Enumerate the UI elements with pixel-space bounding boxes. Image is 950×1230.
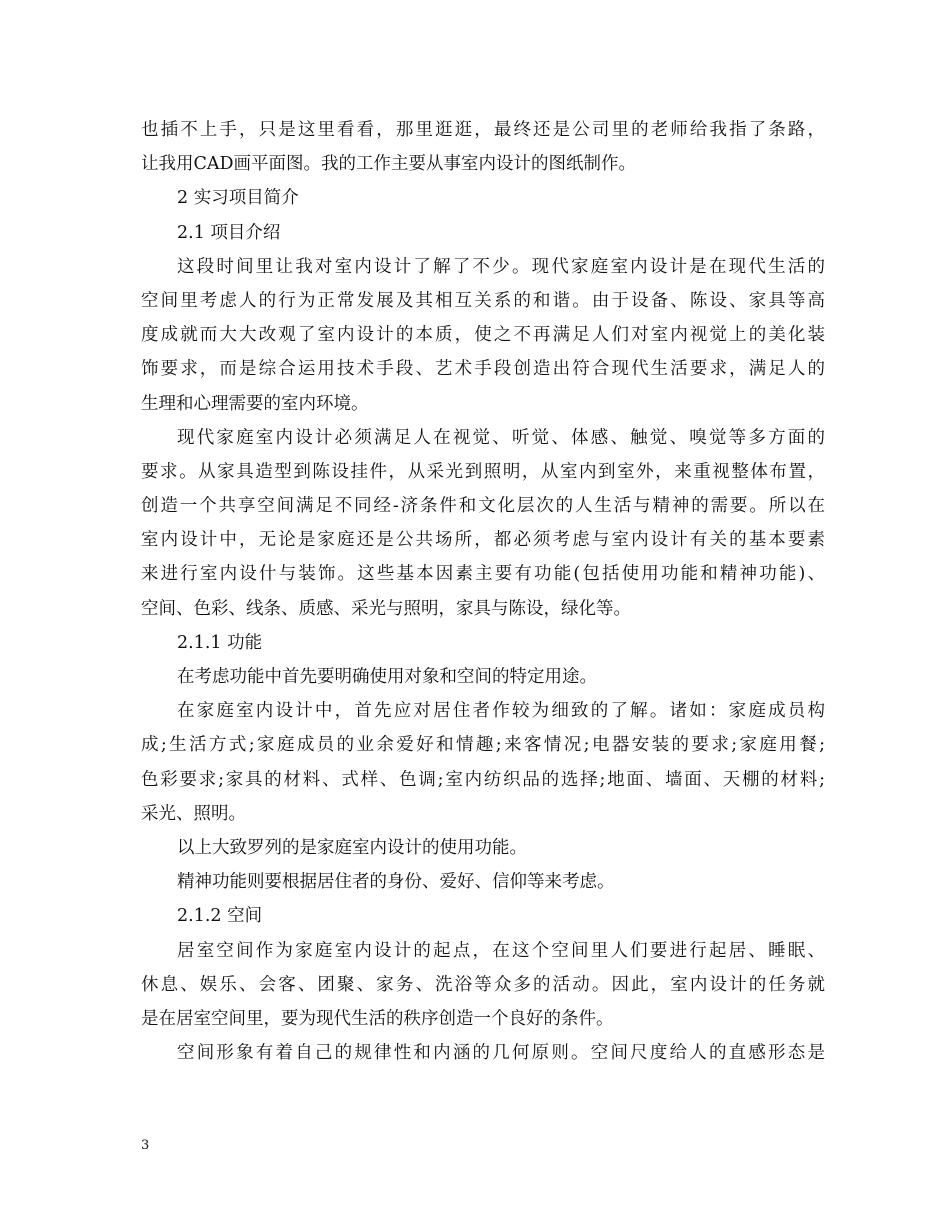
text-line: 精神功能则要根据居住者的身份、爱好、信仰等来考虑。 <box>177 872 615 893</box>
text-line: 以上大致罗列的是家庭室内设计的使用功能。 <box>177 837 527 858</box>
text-line: 是在居室空间里，要为现代生活的秩序创造一个良好的条件。 <box>141 1008 614 1029</box>
text-line: 休息、娱乐、会客、团聚、家务、洗浴等众多的活动。因此，室内设计的任务就 <box>141 974 825 995</box>
section-heading: 2 实习项目简介 <box>177 188 299 209</box>
page-number: 3 <box>141 1138 150 1153</box>
text-line: 来进行室内设什与装饰。这些基本因素主要有功能(包括使用功能和精神功能)、 <box>141 564 825 585</box>
text-line: 空间、色彩、线条、质感、采光与照明，家具与陈设，绿化等。 <box>141 598 631 619</box>
text-line: 采光、照明。 <box>141 803 246 824</box>
subsection-heading: 2.1.1 功能 <box>177 632 263 653</box>
subsection-heading: 2.1 项目介绍 <box>177 222 281 243</box>
text-line: 空间形象有着自己的规律性和内涵的几何原则。空间尺度给人的直感形态是 <box>177 1043 825 1064</box>
text-line: 创造一个共享空间满足不同经-济条件和文化层次的人生活与精神的需要。所以在 <box>141 496 825 517</box>
text-line: 色彩要求;家具的材料、式样、色调;室内纺织品的选择;地面、墙面、天棚的材料; <box>141 769 825 790</box>
text-line: 空间里考虑人的行为正常发展及其相互关系的和谐。由于设备、陈设、家具等高 <box>141 290 825 311</box>
text-line: 在家庭室内设计中，首先应对居住者作较为细致的了解。诸如：家庭成员构 <box>177 701 825 722</box>
text-line: 让我用CAD画平面图。我的工作主要从事室内设计的图纸制作。 <box>141 154 637 175</box>
text-line: 要求。从家具造型到陈设挂件，从采光到照明，从室内到室外，来重视整体布置， <box>141 461 825 482</box>
subsection-heading: 2.1.2 空间 <box>177 906 263 927</box>
text-line: 度成就而大大改观了室内设计的本质，使之不再满足人们对室内视觉上的美化装 <box>141 325 825 346</box>
text-line: 居室空间作为家庭室内设计的起点，在这个空间里人们要进行起居、睡眠、 <box>177 940 825 961</box>
text-line: 现代家庭室内设计必须满足人在视觉、听觉、体感、触觉、嗅觉等多方面的 <box>177 427 825 448</box>
text-line: 也插不上手，只是这里看看，那里逛逛，最终还是公司里的老师给我指了条路， <box>141 120 825 140</box>
text-line: 在考虑功能中首先要明确使用对象和空间的特定用途。 <box>177 667 597 687</box>
text-line: 成;生活方式;家庭成员的业余爱好和情趣;来客情况;电器安装的要求;家庭用餐; <box>141 735 825 756</box>
text-line: 饰要求，而是综合运用技术手段、艺术手段创造出符合现代生活要求，满足人的 <box>141 359 825 380</box>
body-text <box>141 113 825 1070</box>
text-line: 这段时间里让我对室内设计了解了不少。现代家庭室内设计是在现代生活的 <box>177 256 825 277</box>
text-line: 室内设计中，无论是家庭还是公共场所，都必须考虑与室内设计有关的基本要素 <box>141 530 825 551</box>
text-line: 生理和心理需要的室内环境。 <box>141 393 369 414</box>
